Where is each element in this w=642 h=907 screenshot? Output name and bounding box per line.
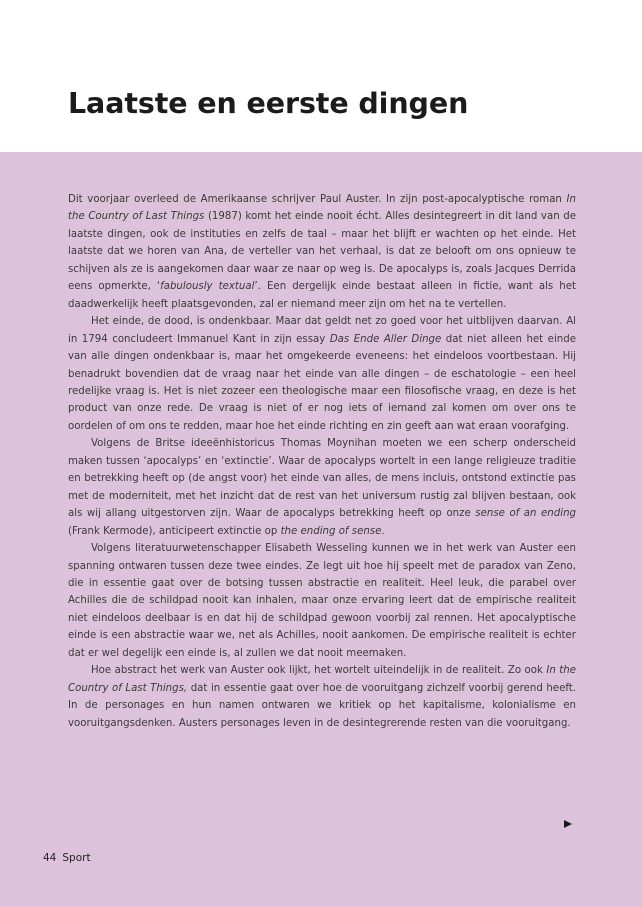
text-run: . bbox=[381, 525, 385, 537]
paragraph-1 bbox=[68, 191, 576, 313]
text-run: Hoe abstract het werk van Auster ook lijkt, het wortelt uiteindelijk in de realiteit. Zo ook bbox=[91, 665, 547, 677]
page-header bbox=[0, 0, 642, 152]
essay-title: Das Ende Aller Dinge bbox=[329, 333, 442, 345]
text-run: ’. Een dergelijk einde bestaat alleen in fictie, want als het daadwerkelijk heeft plaatsgevonden, zal er niemand meer zijn om het na te vertellen. bbox=[68, 281, 576, 310]
phrase-emphasis: sense of an ending bbox=[475, 508, 576, 520]
quote-emphasis: fabulously textual bbox=[160, 281, 255, 293]
page-footer bbox=[43, 851, 91, 865]
continue-arrow-icon bbox=[564, 820, 572, 828]
paragraph-4: Volgens literatuurwetenschapper Elisabeth Wesseling kunnen we in het werk van Auster een spanning ontwaren tussen deze twee eindes. Ze legt uit hoe hij speelt met de paradox van Zeno, die in essentie gaat over de botsing tussen abstractie en realiteit. Heel leuk, die parabel over Achilles die de schildpad nooit kan inhalen, maar onze ervaring leert dat de empirische realiteit niet eindeloos deelbaar is en dat hij de schildpad gewoon voorbij zal rennen. Het apocalyptische einde is een abstractie waar we, net als Achilles, nooit aankomen. De empirische realiteit is echter dat er wel degelijk een einde is, al zullen we dat nooit meemaken. bbox=[68, 543, 576, 659]
book-title: In the Country of Last Things bbox=[68, 194, 576, 223]
text-run: dat in essentie gaat over hoe de vooruitgang zichzelf voorbij gerend heeft. In de personages en hun namen ontwaren we kritiek op het kapitalisme, kolonialisme en vooruitgangsdenken. Austers personages leven in de desintegrerende resten van die vooruitgang. bbox=[68, 682, 576, 729]
paragraph-3 bbox=[68, 435, 576, 540]
article-body bbox=[68, 191, 576, 732]
phrase-emphasis: the ending of sense bbox=[280, 525, 382, 537]
paragraph-2 bbox=[68, 313, 576, 435]
book-title: In the Country of Last Things, bbox=[68, 665, 576, 694]
page-title: Laatste en eerste dingen bbox=[68, 87, 469, 120]
paragraph-5 bbox=[68, 662, 576, 732]
text-run: (1987) komt het einde nooit écht. Alles desintegreert in dit land van de laatste dingen, ook de instituties en zelfs de taal – maar het blijft er wachten op het einde. Het laatste dat we horen van Ana, de verteller van het verhaal, is dat ze belooft om ons opnieuw te schijven als ze is aangekomen daar waar ze naar op weg is. De apocalyps is, zoals Jacques Derrida eens opmerkte, ‘ bbox=[68, 211, 576, 293]
text-run: Volgens de Britse ideeënhistoricus Thomas Moynihan moeten we een scherp onderscheid maken tussen ‘apocalyps’ en ‘extinctie’. Waar de apocalyps wortelt in een lange religieuze traditie en betrekking heeft op (de angst voor) het einde van alles, de mens incluis, ontstond extinctie pas met de moderniteit, met het inzicht dat de rest van het universum rustig zal blijven bestaan, ook als wij allang uitgestorven zijn. Waar de apocalyps betrekking heeft op onze bbox=[68, 438, 576, 520]
text-run: (Frank Kermode), anticipeert extinctie op bbox=[68, 525, 281, 537]
section-name: Sport bbox=[62, 852, 91, 864]
text-run: dat niet alleen het einde van alle dingen ondenkbaar is, maar het omgekeerde eveneens: het eindeloos voortbestaan. Hij benadrukt bovendien dat de vraag naar het einde van alle dingen – de eschatologie – een heel redelijke vraag is. Het is niet zozeer een theologische maar een filosofische vraag, en deze is het product van onze rede. De vraag is niet of er nog iets of iemand zal komen om over ons te oordelen of om ons te redden, maar hoe het einde richting en zin geeft aan wat eraan voorafging. bbox=[68, 333, 576, 432]
text-run: Dit voorjaar overleed de Amerikaanse schrijver Paul Auster. In zijn post-apocalyptische roman bbox=[68, 194, 567, 205]
text-run: Het einde, de dood, is ondenkbaar. Maar dat geldt net zo goed voor het uitblijven daarvan. Al in 1794 concludeert Immanuel Kant in zijn essay bbox=[68, 316, 576, 345]
page-number: 44 bbox=[43, 852, 57, 864]
